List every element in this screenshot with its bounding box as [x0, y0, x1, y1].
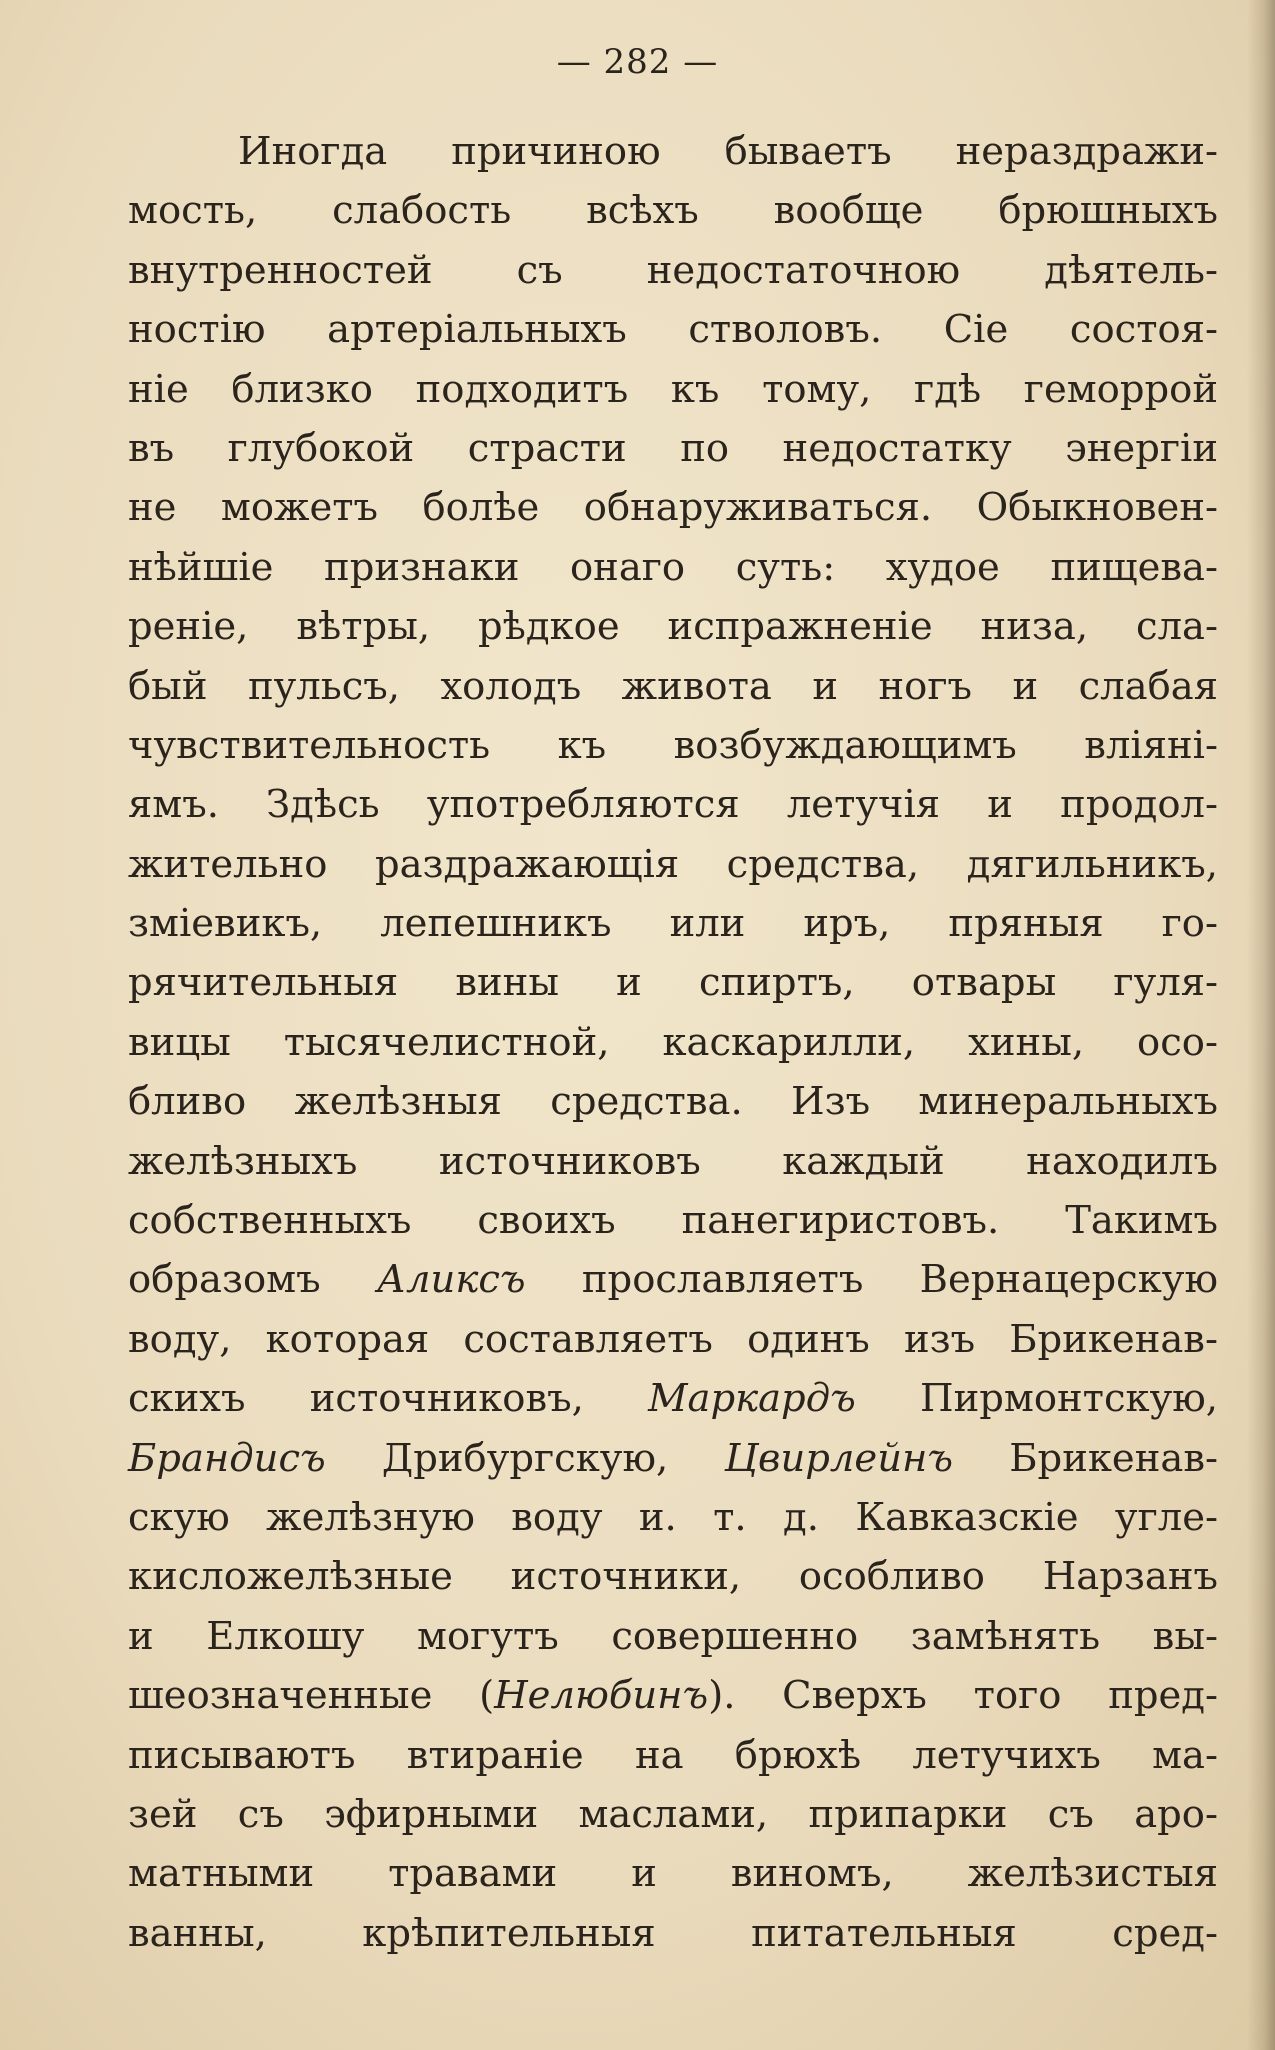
author-name: Брандисъ — [128, 1435, 326, 1481]
text-line: воду, которая составляетъ одинъ изъ Брикенав- — [128, 1316, 1218, 1362]
author-name: Цвирлейнъ — [724, 1435, 954, 1481]
text-line: ностію артеріальныхъ стволовъ. Сіе состоя- — [128, 307, 1218, 353]
author-name: Нелюбинъ — [494, 1673, 709, 1719]
text-line: и Елкошу могутъ совершенно замѣнять вы- — [128, 1613, 1218, 1659]
text-line: кисложелѣзные источники, особливо Нарзанъ — [128, 1554, 1218, 1600]
text-segment: Брикенав- — [953, 1435, 1219, 1481]
text-line: вицы тысячелистной, каскарилли, хины, осо- — [128, 1019, 1218, 1065]
text-line: въ глубокой страсти по недостатку энергіи — [128, 425, 1218, 471]
text-line: чувствительность къ возбуждающимъ вліяні- — [128, 722, 1218, 768]
text-line: писываютъ втираніе на брюхѣ летучихъ ма- — [128, 1732, 1218, 1778]
text-segment: Пирмонтскую, — [855, 1376, 1218, 1422]
text-line — [128, 1250, 1218, 1309]
text-line: реніе, вѣтры, рѣдкое испражненіе низа, сла- — [128, 604, 1218, 650]
body-text — [128, 122, 1218, 1963]
text-line — [128, 1369, 1218, 1428]
author-name: Маркардъ — [648, 1376, 856, 1422]
text-line: бый пульсъ, холодъ живота и ногъ и слабая — [128, 663, 1218, 709]
text-line: внутренностей съ недостаточною дѣятель- — [128, 247, 1218, 293]
text-line — [128, 1429, 1218, 1488]
text-line: собственныхъ своихъ панегиристовъ. Такимъ — [128, 1198, 1218, 1244]
text-line: жительно раздражающія средства, дягильникъ, — [128, 841, 1218, 887]
text-line: матными травами и виномъ, желѣзистыя — [128, 1851, 1218, 1897]
text-segment: шеозначенные ( — [128, 1673, 495, 1719]
text-line: ванны, крѣпительныя питательныя сред- — [128, 1910, 1218, 1956]
text-segment: прославляетъ Вернацерскую — [525, 1257, 1218, 1303]
text-line: рячительныя вины и спиртъ, отвары гуля- — [128, 960, 1218, 1006]
text-line: нѣйшіе признаки онаго суть: худое пищева- — [128, 544, 1218, 590]
text-line: скую желѣзную воду и. т. д. Кавказскіе угле- — [128, 1494, 1218, 1540]
text-line — [128, 1666, 1218, 1725]
page-spine-shadow — [1247, 0, 1275, 2050]
text-line: Иногда причиною бываетъ нераздражи- — [238, 129, 1218, 174]
text-line: мость, слабость всѣхъ вообще брюшныхъ — [128, 188, 1218, 234]
text-line: желѣзныхъ источниковъ каждый находилъ — [128, 1138, 1218, 1184]
text-line: бливо желѣзныя средства. Изъ минеральныхъ — [128, 1079, 1218, 1125]
text-segment: Дрибургскую, — [325, 1435, 725, 1481]
text-line: ніе близко подходитъ къ тому, гдѣ геморрой — [128, 366, 1218, 412]
text-segment: образомъ — [128, 1257, 377, 1303]
text-line: ямъ. Здѣсь употребляются летучія и продол- — [128, 782, 1218, 828]
text-line: зміевикъ, лепешникъ или иръ, пряныя го- — [128, 901, 1218, 947]
text-line: зей съ эфирными маслами, припарки съ аро- — [128, 1791, 1218, 1837]
page-number: — 282 — — [556, 42, 719, 82]
author-name: Аликсъ — [376, 1257, 526, 1303]
text-segment: скихъ источниковъ, — [128, 1376, 649, 1422]
text-segment: ). Сверхъ того пред- — [708, 1673, 1218, 1719]
text-line: не можетъ болѣе обнаруживаться. Обыкновен- — [128, 485, 1218, 531]
